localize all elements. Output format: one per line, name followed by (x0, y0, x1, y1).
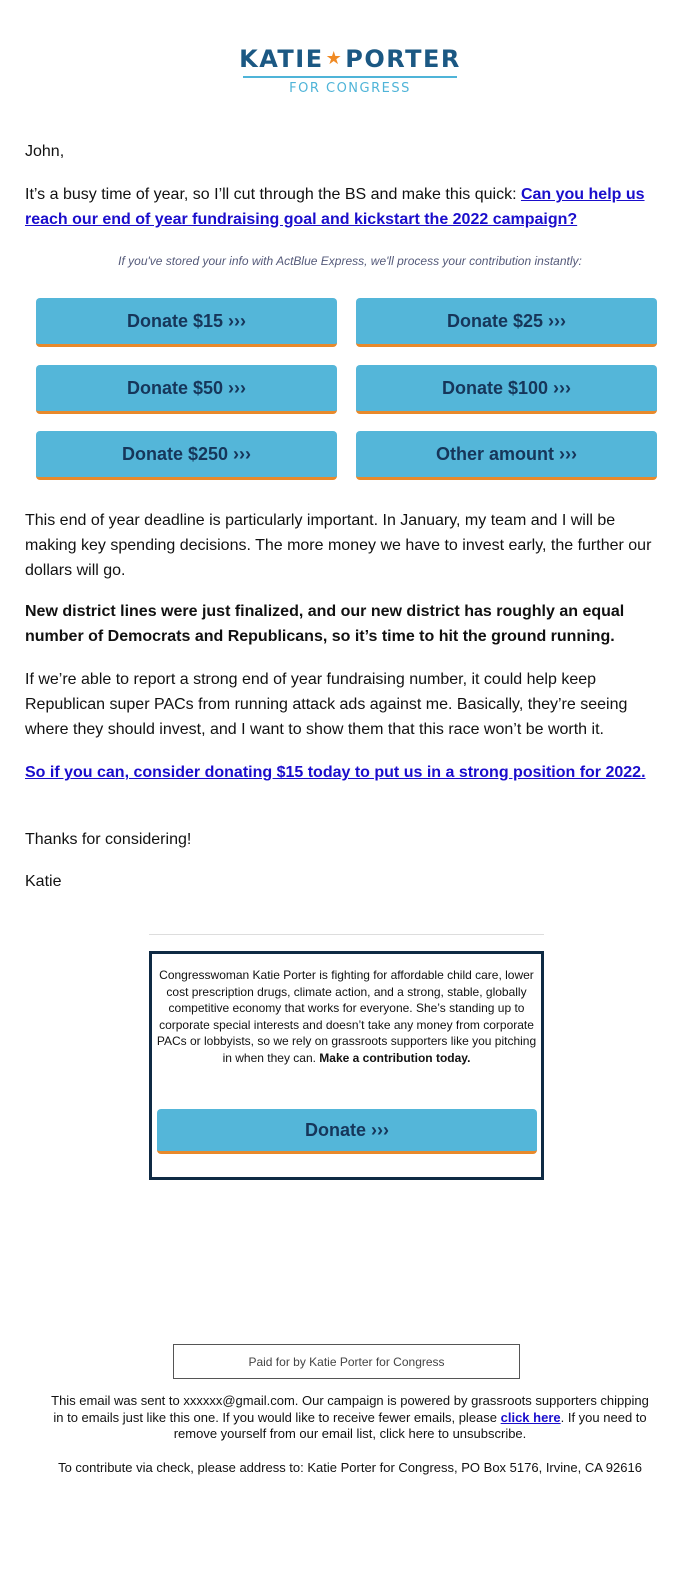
signoff: Katie (25, 873, 62, 890)
cta-link[interactable]: So if you can, consider donating $15 today to put us in a strong position for 2022. (25, 764, 646, 781)
footer-text-a: This email was sent to xxxxxx@gmail.com. Our campaign is powered by grassroots supporters chipping in to emails just like this one. If you would like to receive fewer emails, please (51, 1393, 649, 1425)
intro-link[interactable]: Can you help us reach our end of year fundraising goal and kickstart the 2022 campaign? (25, 186, 645, 228)
footer-text-b: . If you need to remove yourself from our email list, click here to unsubscribe. (173, 1409, 647, 1441)
logo-name-right: PORTER (345, 45, 461, 73)
greeting: John, (25, 143, 65, 160)
logo-name-left: KATIE (239, 45, 324, 73)
district-paragraph: New district lines were just finalized, and our new district has roughly an equal number of Democrats and Republicans, so it’s time to hit the ground running. (25, 603, 625, 645)
box-description (156, 967, 537, 1066)
paid-for-disclaimer: Paid for by Katie Porter for Congress (173, 1344, 520, 1379)
donate-15-button[interactable]: Donate $15 ››› (36, 298, 337, 347)
donate-50-button[interactable]: Donate $50 ››› (36, 365, 337, 414)
click-here-link[interactable]: click here (500, 1409, 561, 1425)
box-donate-button[interactable]: Donate ››› (157, 1109, 537, 1154)
intro-paragraph (25, 182, 665, 232)
thanks-text: Thanks for considering! (25, 831, 192, 848)
intro-text: It’s a busy time of year, so I’ll cut through the BS and make this quick: (25, 186, 521, 203)
footer-check-address: To contribute via check, please address to: Katie Porter for Congress, PO Box 5176, Irvine, CA 92616 (58, 1460, 642, 1475)
donate-100-button[interactable]: Donate $100 ››› (356, 365, 657, 414)
contribution-box (149, 951, 544, 1180)
box-text: Congresswoman Katie Porter is fighting for affordable child care, lower cost prescription drugs, climate action, and a strong, stable, globally competitive economy that works for everyone. She’s standing up to corporate special interests and doesn’t take any money from corporate PACs or lobbyists, so we rely on grassroots supporters like you pitching in when they can. (156, 968, 537, 1065)
deadline-paragraph: This end of year deadline is particularly important. In January, my team and I will be making key spending decisions. The more money we have to invest early, the further our dollars will go. (25, 512, 652, 579)
logo-name (0, 44, 700, 74)
donate-250-button[interactable]: Donate $250 ››› (36, 431, 337, 480)
actblue-note: If you've stored your info with ActBlue Express, we'll process your contribution instantly: (118, 254, 582, 268)
donate-other-amount-button[interactable]: Other amount ››› (356, 431, 657, 480)
cta-paragraph (25, 760, 665, 785)
logo-divider (243, 76, 457, 78)
donate-25-button[interactable]: Donate $25 ››› (356, 298, 657, 347)
super-pac-paragraph: If we’re able to report a strong end of year fundraising number, it could help keep Republican super PACs from running attack ads against me. Basically, they’re seeing where they should invest, and I want to show them that this race won’t be worth it. (25, 671, 628, 738)
box-bold-text: Make a contribution today. (319, 1050, 471, 1065)
section-divider (149, 934, 544, 935)
logo (0, 44, 700, 97)
star-icon: ★ (325, 48, 344, 69)
footer-email-notice (50, 1393, 650, 1443)
logo-subtitle: FOR CONGRESS (289, 80, 411, 96)
